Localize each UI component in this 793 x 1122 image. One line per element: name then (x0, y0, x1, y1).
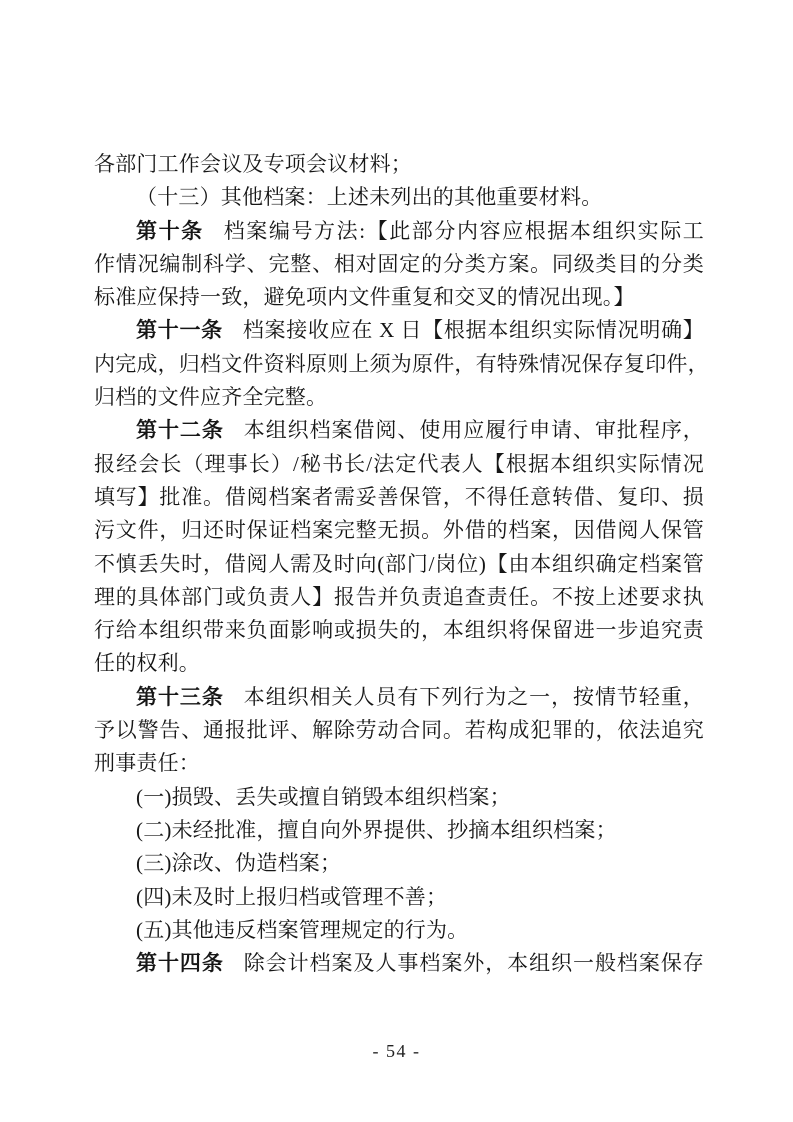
text-line: 本组织档案借阅、使用应履行申请、审批程序， (243, 418, 704, 443)
article-12-line (94, 414, 704, 447)
text-line: 理的具体部门或负责人】报告并负责追查责任。不按上述要求执 (94, 584, 704, 609)
list-item: (二)未经批准，擅自向外界提供、抄摘本组织档案； (136, 817, 617, 842)
text-line: 作情况编制科学、完整、相对固定的分类方案。同级类目的分类 (94, 251, 704, 276)
text-line: 本组织相关人员有下列行为之一，按情节轻重， (243, 684, 704, 709)
page-number: - 54 - (372, 1041, 421, 1061)
article-13-line (94, 681, 704, 714)
article-14-line (94, 947, 704, 980)
text-line: 刑事责任： (94, 751, 200, 776)
text-line: 各部门工作会议及专项会议材料； (94, 152, 412, 176)
text-line: 污文件，归还时保证档案完整无损。外借的档案，因借阅人保管 (94, 518, 704, 543)
article-number: 第十一条 (136, 318, 223, 343)
text-line: 任的权利。 (94, 651, 200, 676)
text-line: 标准应保持一致，避免项内文件重复和交叉的情况出现。】 (94, 285, 635, 310)
article-number: 第十条 (136, 218, 204, 243)
text-line: 行给本组织带来负面影响或损失的，本组织将保留进一步追究责 (94, 618, 704, 643)
text-line: 填写】批准。借阅档案者需妥善保管，不得任意转借、复印、损 (94, 484, 704, 509)
list-item: (四)未及时上报归档或管理不善； (136, 884, 448, 909)
text-line: 报经会长（理事长）/秘书长/法定代表人【根据本组织实际情况 (94, 451, 704, 476)
list-item: (一)损毁、丢失或擅自销毁本组织档案； (136, 784, 511, 809)
document-body (94, 148, 709, 980)
list-item: (五)其他违反档案管理规定的行为。 (136, 917, 469, 942)
text-line: 不慎丢失时，借阅人需及时向(部门/岗位)【由本组织确定档案管 (94, 551, 704, 576)
text-line: 内完成，归档文件资料原则上须为原件，有特殊情况保存复印件， (94, 351, 709, 376)
article-11-line (94, 314, 704, 347)
article-number: 第十二条 (136, 418, 224, 443)
text-line: 予以警告、通报批评、解除劳动合同。若构成犯罪的，依法追究 (94, 718, 704, 743)
text-line: （十三）其他档案：上述未列出的其他重要材料。 (136, 185, 603, 210)
text-line: 除会计档案及人事档案外，本组织一般档案保存 (243, 951, 704, 976)
article-number: 第十三条 (136, 684, 224, 709)
text-line: 归档的文件应齐全完整。 (94, 385, 328, 410)
text-line: 档案接收应在 X 日【根据本组织实际情况明确】 (242, 318, 704, 343)
article-number: 第十四条 (136, 951, 224, 976)
article-10-line (94, 215, 704, 248)
text-line: 档案编号方法:【此部分内容应根据本组织实际工 (223, 218, 705, 243)
list-item: (三)涂改、伪造档案； (136, 851, 342, 876)
